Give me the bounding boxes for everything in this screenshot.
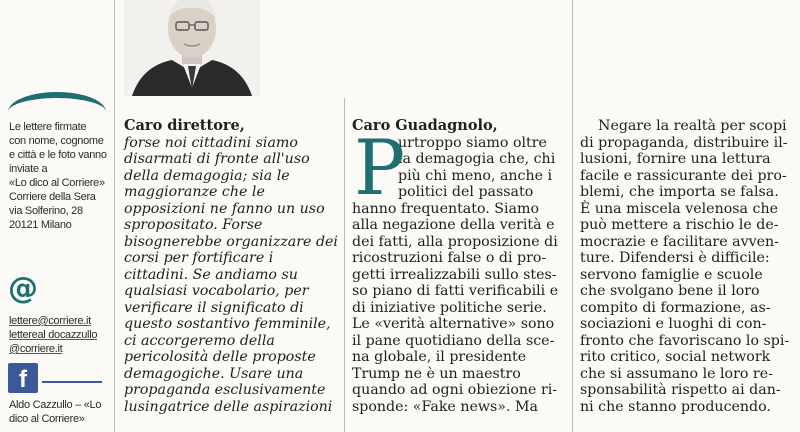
reply-line: Le «verità alternative» sono — [352, 316, 555, 332]
reply-line: sociazioni e luoghi di con- — [580, 316, 767, 332]
drop-cap: P — [354, 123, 406, 212]
reply-line: Negare la realtà per scopi — [580, 118, 787, 134]
letter-line: demagogiche. Usare una — [124, 365, 304, 382]
submission-info-line: con nome, cognome — [9, 135, 104, 147]
reply-line: compito di formazione, as- — [580, 299, 771, 316]
reply-line: na globale, il presidente — [352, 349, 527, 365]
reply-line: lusioni, fornire una lettura — [580, 151, 771, 167]
letter-line: forse noi cittadini siamo — [124, 134, 298, 151]
reply-line: alla negazione della verità e — [352, 217, 555, 233]
facebook-page-line: dico al Corriere» — [9, 413, 85, 425]
submission-info-line: inviate a — [9, 163, 48, 175]
reply-line: Trump ne è un maestro — [352, 365, 521, 382]
author-photo — [124, 0, 260, 96]
letter-line: propaganda esclusivamente — [124, 382, 326, 398]
reader-letter — [124, 118, 338, 415]
facebook-icon[interactable]: f — [8, 363, 38, 393]
reply-line: servono famiglie e scuole — [580, 266, 763, 283]
letter-line: qualsiasi vocabolario, per — [124, 283, 309, 299]
reply-line: più chi meno, anche i — [398, 167, 553, 184]
letter-line: spropositato. Forse — [124, 217, 263, 233]
submission-info — [9, 120, 111, 232]
reply-line: politici del passato — [398, 184, 534, 200]
letter-line: verificare il significato di — [124, 299, 304, 316]
letter-line: della demagogia; sia le — [124, 167, 290, 184]
reply-line: getti irrealizzabili sullo stes- — [352, 266, 557, 283]
reply-line: so piano di fatti verificabili e — [352, 283, 559, 299]
reply-line: sponde: «Fake news». Ma — [352, 398, 538, 415]
letter-line: cittadini. Se andiamo su — [124, 266, 298, 283]
submission-info-line: «Lo dico al Corriere» — [9, 177, 105, 189]
reply-line: di iniziative politiche serie. — [352, 299, 547, 316]
letter-line: lusingatrice delle aspirazioni — [124, 398, 333, 415]
email-link-line: @corriere.it — [9, 343, 63, 355]
reply-line: la demagogia che, chi — [398, 151, 556, 167]
submission-info-line: via Solferino, 28 — [9, 205, 83, 217]
letter-line: opposizioni ne fanno un uso — [124, 200, 325, 217]
reply-line: urtroppo siamo oltre — [398, 134, 547, 151]
letter-line: ci accorgeremo della — [124, 332, 275, 349]
sidebar — [0, 0, 112, 432]
email-link-line: lettereal docazzullo — [9, 329, 98, 341]
email-links[interactable] — [9, 314, 111, 356]
facebook-underline — [42, 381, 102, 383]
column-divider — [344, 98, 345, 432]
reply-line: di propaganda, distribuire il- — [580, 134, 788, 151]
reply-line: facile e rassicurante dei pro- — [580, 167, 787, 184]
reply-line: hanno frequentato. Siamo — [352, 200, 539, 217]
facebook-page-line: Aldo Cazzullo – «Lo — [9, 399, 102, 411]
reply-line: ture. Difendersi è difficile: — [580, 250, 770, 266]
letter-salutation: Caro direttore, — [124, 117, 245, 134]
submission-info-line: Corriere della Sera — [9, 191, 96, 203]
reply-line: sponsabilità rispetto ai dan- — [580, 382, 781, 398]
reply-salutation: Caro Guadagnolo, — [352, 117, 498, 134]
submission-info-line: Le lettere firmate — [9, 121, 87, 133]
reply-line: blemi, che importa se falsa. — [580, 184, 779, 200]
column-divider — [572, 0, 573, 432]
reply-line: ni che stanno producendo. — [580, 398, 771, 415]
reply-line: fronto che favoriscano lo spi- — [580, 332, 790, 349]
reply-line: ricostruzioni false o di pro- — [352, 250, 547, 266]
at-icon: @ — [8, 271, 38, 306]
reply-line: mocrazie e facilitare avven- — [580, 233, 779, 250]
reply-line: dei fatti, alla proposizione di — [352, 233, 558, 250]
reply-line: il pane quotidiano della sce- — [352, 332, 555, 349]
letter-line: disarmati di fronte all'uso — [124, 151, 310, 167]
facebook-page-name[interactable] — [9, 398, 111, 426]
letter-line: pericolosità delle proposte — [124, 349, 316, 365]
column-divider — [114, 0, 115, 432]
reply-line: rito critico, social network — [580, 349, 771, 365]
letter-line: corsi per fortificare i — [124, 250, 274, 266]
submission-info-line: e città e le foto vanno — [9, 149, 107, 161]
letter-line: bisognerebbe organizzare dei — [124, 233, 338, 250]
reply-line: che svolgano bene il loro — [580, 283, 760, 299]
letter-line: maggioranze che le — [124, 184, 265, 200]
submission-info-line: 20121 Milano — [9, 219, 72, 231]
email-link-line: lettere@corriere.it — [9, 315, 91, 327]
reply-line: quando ad ogni obiezione ri- — [352, 382, 558, 398]
letter-line: questo sostantivo femminile, — [124, 316, 331, 332]
reply-line: può mettere a rischio le de- — [580, 217, 779, 233]
reply-line: che si assumano le loro re- — [580, 365, 773, 382]
reply-line: È una miscela velenosa che — [580, 200, 778, 217]
editor-reply-continued — [580, 118, 794, 415]
